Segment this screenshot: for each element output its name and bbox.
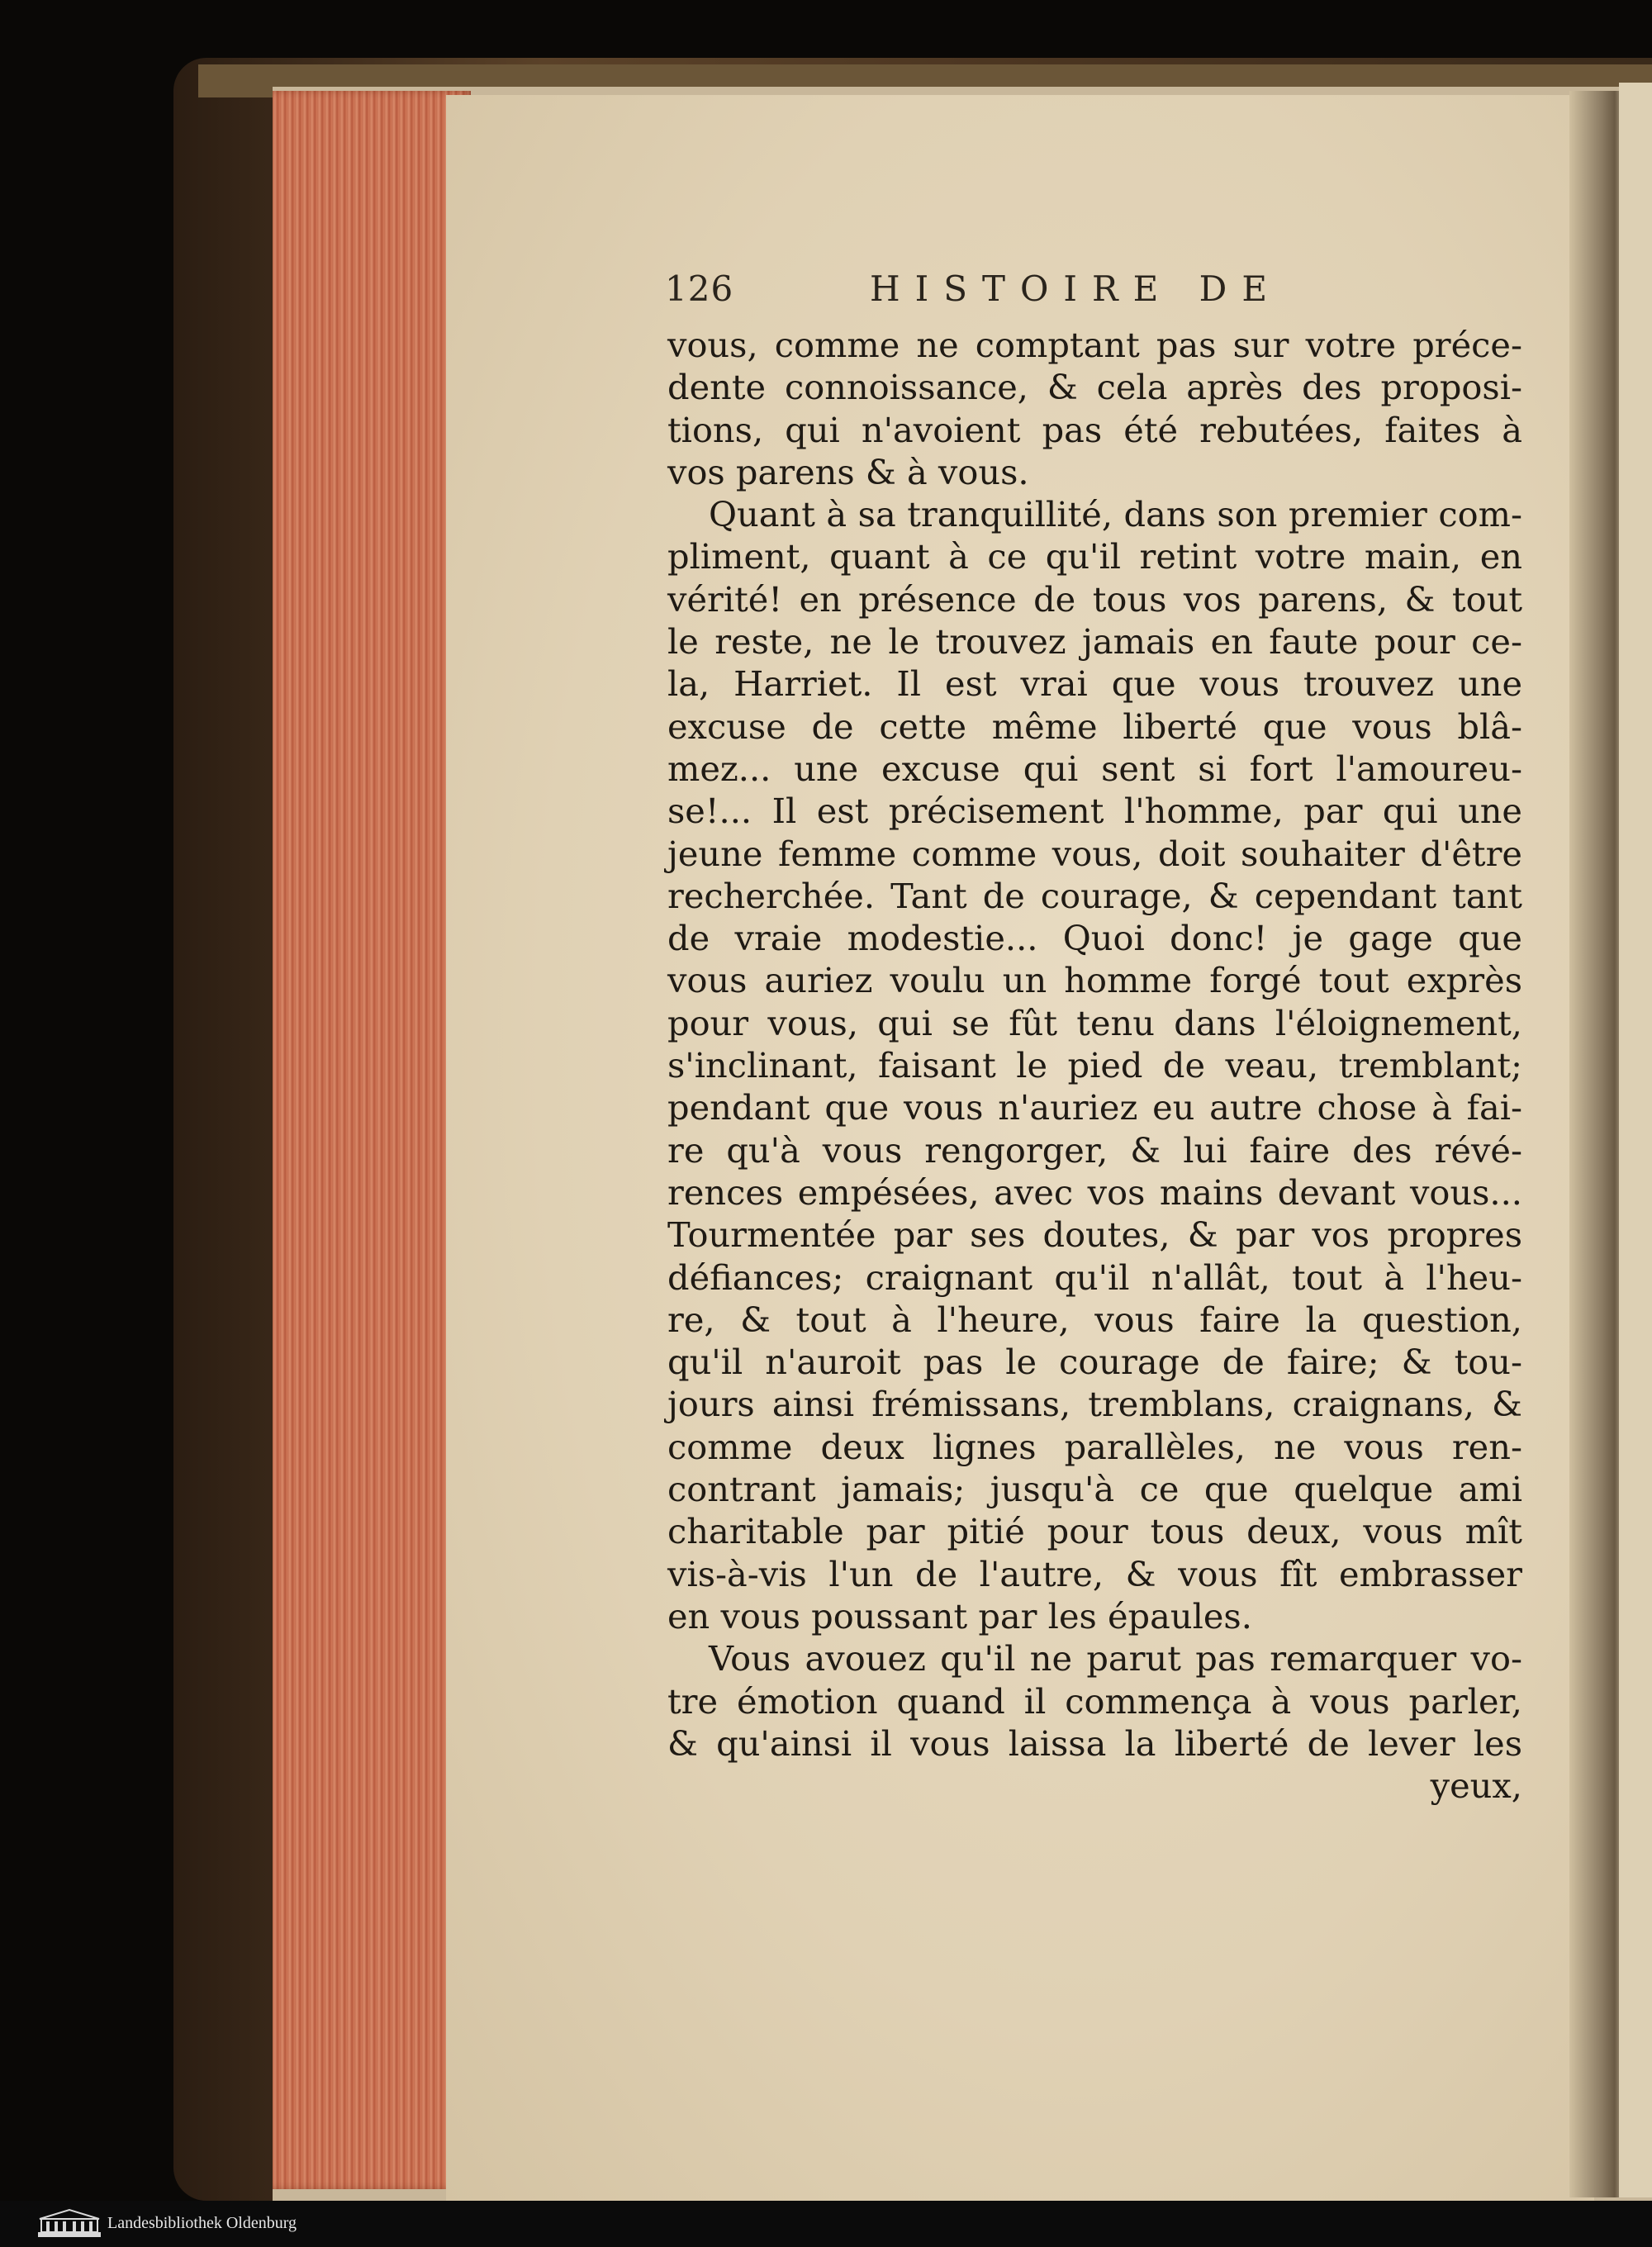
text-line: charitable par pitié pour tous deux, vous mît bbox=[667, 1511, 1522, 1552]
page-number: 126 bbox=[665, 268, 734, 309]
text-line: la, Harriet. Il est vrai que vous trouvez une bbox=[667, 663, 1522, 705]
text-line: re qu'à vous rengorger, & lui faire des révé- bbox=[667, 1129, 1522, 1171]
text-line: se!... Il est précisement l'homme, par qui une bbox=[667, 791, 1522, 832]
text-line: comme deux lignes parallèles, ne vous ren- bbox=[667, 1426, 1522, 1467]
running-head: HISTOIRE DE bbox=[870, 268, 1282, 309]
text-line: le reste, ne le trouvez jamais en faute pour ce- bbox=[667, 621, 1522, 663]
text-line: jeune femme comme vous, doit souhaiter d'être bbox=[667, 833, 1522, 874]
text-line: en vous poussant par les épaules. bbox=[667, 1595, 1252, 1637]
text-line: tre émotion quand il commença à vous parler, bbox=[667, 1680, 1522, 1722]
page-header bbox=[665, 268, 1491, 310]
text-line: qu'il n'auroit pas le courage de faire; & tou- bbox=[667, 1342, 1522, 1383]
text-line: vos parens & à vous. bbox=[667, 451, 1029, 492]
text-line: pendant que vous n'auriez eu autre chose à fai- bbox=[667, 1087, 1522, 1128]
text-line: yeux, bbox=[1430, 1765, 1522, 1807]
text-line: vous auriez voulu un homme forgé tout exprès bbox=[667, 960, 1522, 1001]
text-line: re, & tout à l'heure, vous faire la question, bbox=[667, 1299, 1522, 1340]
text-line: défiances; craignant qu'il n'allât, tout à l'heu- bbox=[667, 1257, 1522, 1298]
text-line: Tourmentée par ses doutes, & par vos propres bbox=[667, 1214, 1522, 1256]
text-line: Vous avouez qu'il ne parut pas remarquer vo- bbox=[709, 1638, 1522, 1679]
text-line: de vraie modestie... Quoi donc! je gage que bbox=[667, 918, 1522, 959]
text-line: vérité! en présence de tous vos parens, & tout bbox=[667, 578, 1522, 620]
text-line: contrant jamais; jusqu'à ce que quelque ami bbox=[667, 1469, 1522, 1510]
page-edges bbox=[273, 91, 471, 2189]
text-line: dente connoissance, & cela après des proposi- bbox=[667, 367, 1522, 408]
text-line: vis-à-vis l'un de l'autre, & vous fît embrasser bbox=[667, 1553, 1522, 1594]
text-line: pliment, quant à ce qu'il retint votre main, en bbox=[667, 536, 1522, 577]
text-line: excuse de cette même liberté que vous blâ- bbox=[667, 705, 1522, 747]
footer-bar bbox=[0, 2201, 1652, 2247]
text-line: vous, comme ne comptant pas sur votre préce- bbox=[667, 325, 1522, 365]
text-line: mez... une excuse qui sent si fort l'amoureu- bbox=[667, 748, 1522, 789]
text-line: rences empésées, avec vos mains devant vous... bbox=[667, 1171, 1522, 1213]
text-line: tions, qui n'avoient pas été rebutées, faites à bbox=[667, 409, 1522, 450]
page-text bbox=[667, 324, 1522, 1807]
text-line: s'inclinant, faisant le pied de veau, tremblant; bbox=[667, 1045, 1522, 1086]
text-line: recherchée. Tant de courage, & cependant tant bbox=[667, 875, 1522, 916]
text-line: Quant à sa tranquillité, dans son premier com- bbox=[709, 494, 1522, 535]
text-line: & qu'ainsi il vous laissa la liberté de lever les bbox=[667, 1722, 1522, 1764]
library-building-icon bbox=[36, 2207, 102, 2240]
facing-page-edge bbox=[1619, 83, 1652, 2197]
text-line: pour vous, qui se fût tenu dans l'éloignement, bbox=[667, 1002, 1522, 1043]
text-line: jours ainsi frémissans, tremblans, craignans, & bbox=[667, 1384, 1522, 1425]
library-name: Landesbibliothek Oldenburg bbox=[107, 2214, 297, 2232]
